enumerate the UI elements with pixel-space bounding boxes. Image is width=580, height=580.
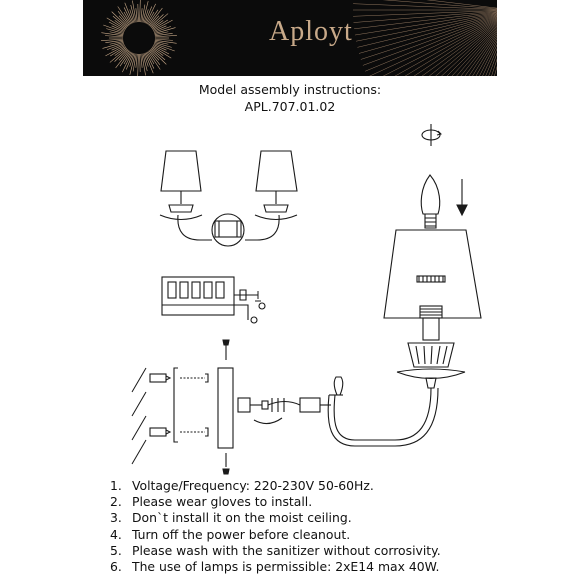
candle-bulb xyxy=(421,175,439,228)
instruction-item: 1. Voltage/Frequency: 220-230V 50-60Hz. xyxy=(110,478,374,493)
sconce-thumbnail xyxy=(160,151,297,246)
ground-symbol-icon xyxy=(255,291,261,301)
brand-name: Aployt xyxy=(269,16,353,47)
wire-connector xyxy=(238,398,331,424)
instruction-item: 5. Please wash with the sanitizer without corrosivity. xyxy=(110,542,441,558)
wall-mount-plate xyxy=(218,340,233,474)
terminal-block-icon xyxy=(162,277,265,323)
rotate-icon xyxy=(422,124,441,146)
lamp-arm xyxy=(328,377,438,446)
socket-cup xyxy=(408,306,454,367)
instruction-list xyxy=(110,478,441,575)
instruction-item: 2. Please wear gloves to install. xyxy=(110,494,313,510)
wall-hatch xyxy=(132,368,146,464)
instruction-item: 3. Don`t install it on the moist ceiling. xyxy=(110,510,352,526)
drip-plate xyxy=(397,369,465,388)
model-number: APL.707.01.02 xyxy=(244,99,336,114)
down-arrow-icon xyxy=(457,179,467,215)
instruction-item: 6. The use of lamps is permissible: 2xE14 max 40W. xyxy=(110,559,440,575)
screw-icon xyxy=(150,368,208,442)
instruction-item: 4. Turn off the power before cleanout. xyxy=(110,526,351,542)
lamp-shade xyxy=(384,230,481,318)
document-title: Model assembly instructions: xyxy=(198,82,382,97)
